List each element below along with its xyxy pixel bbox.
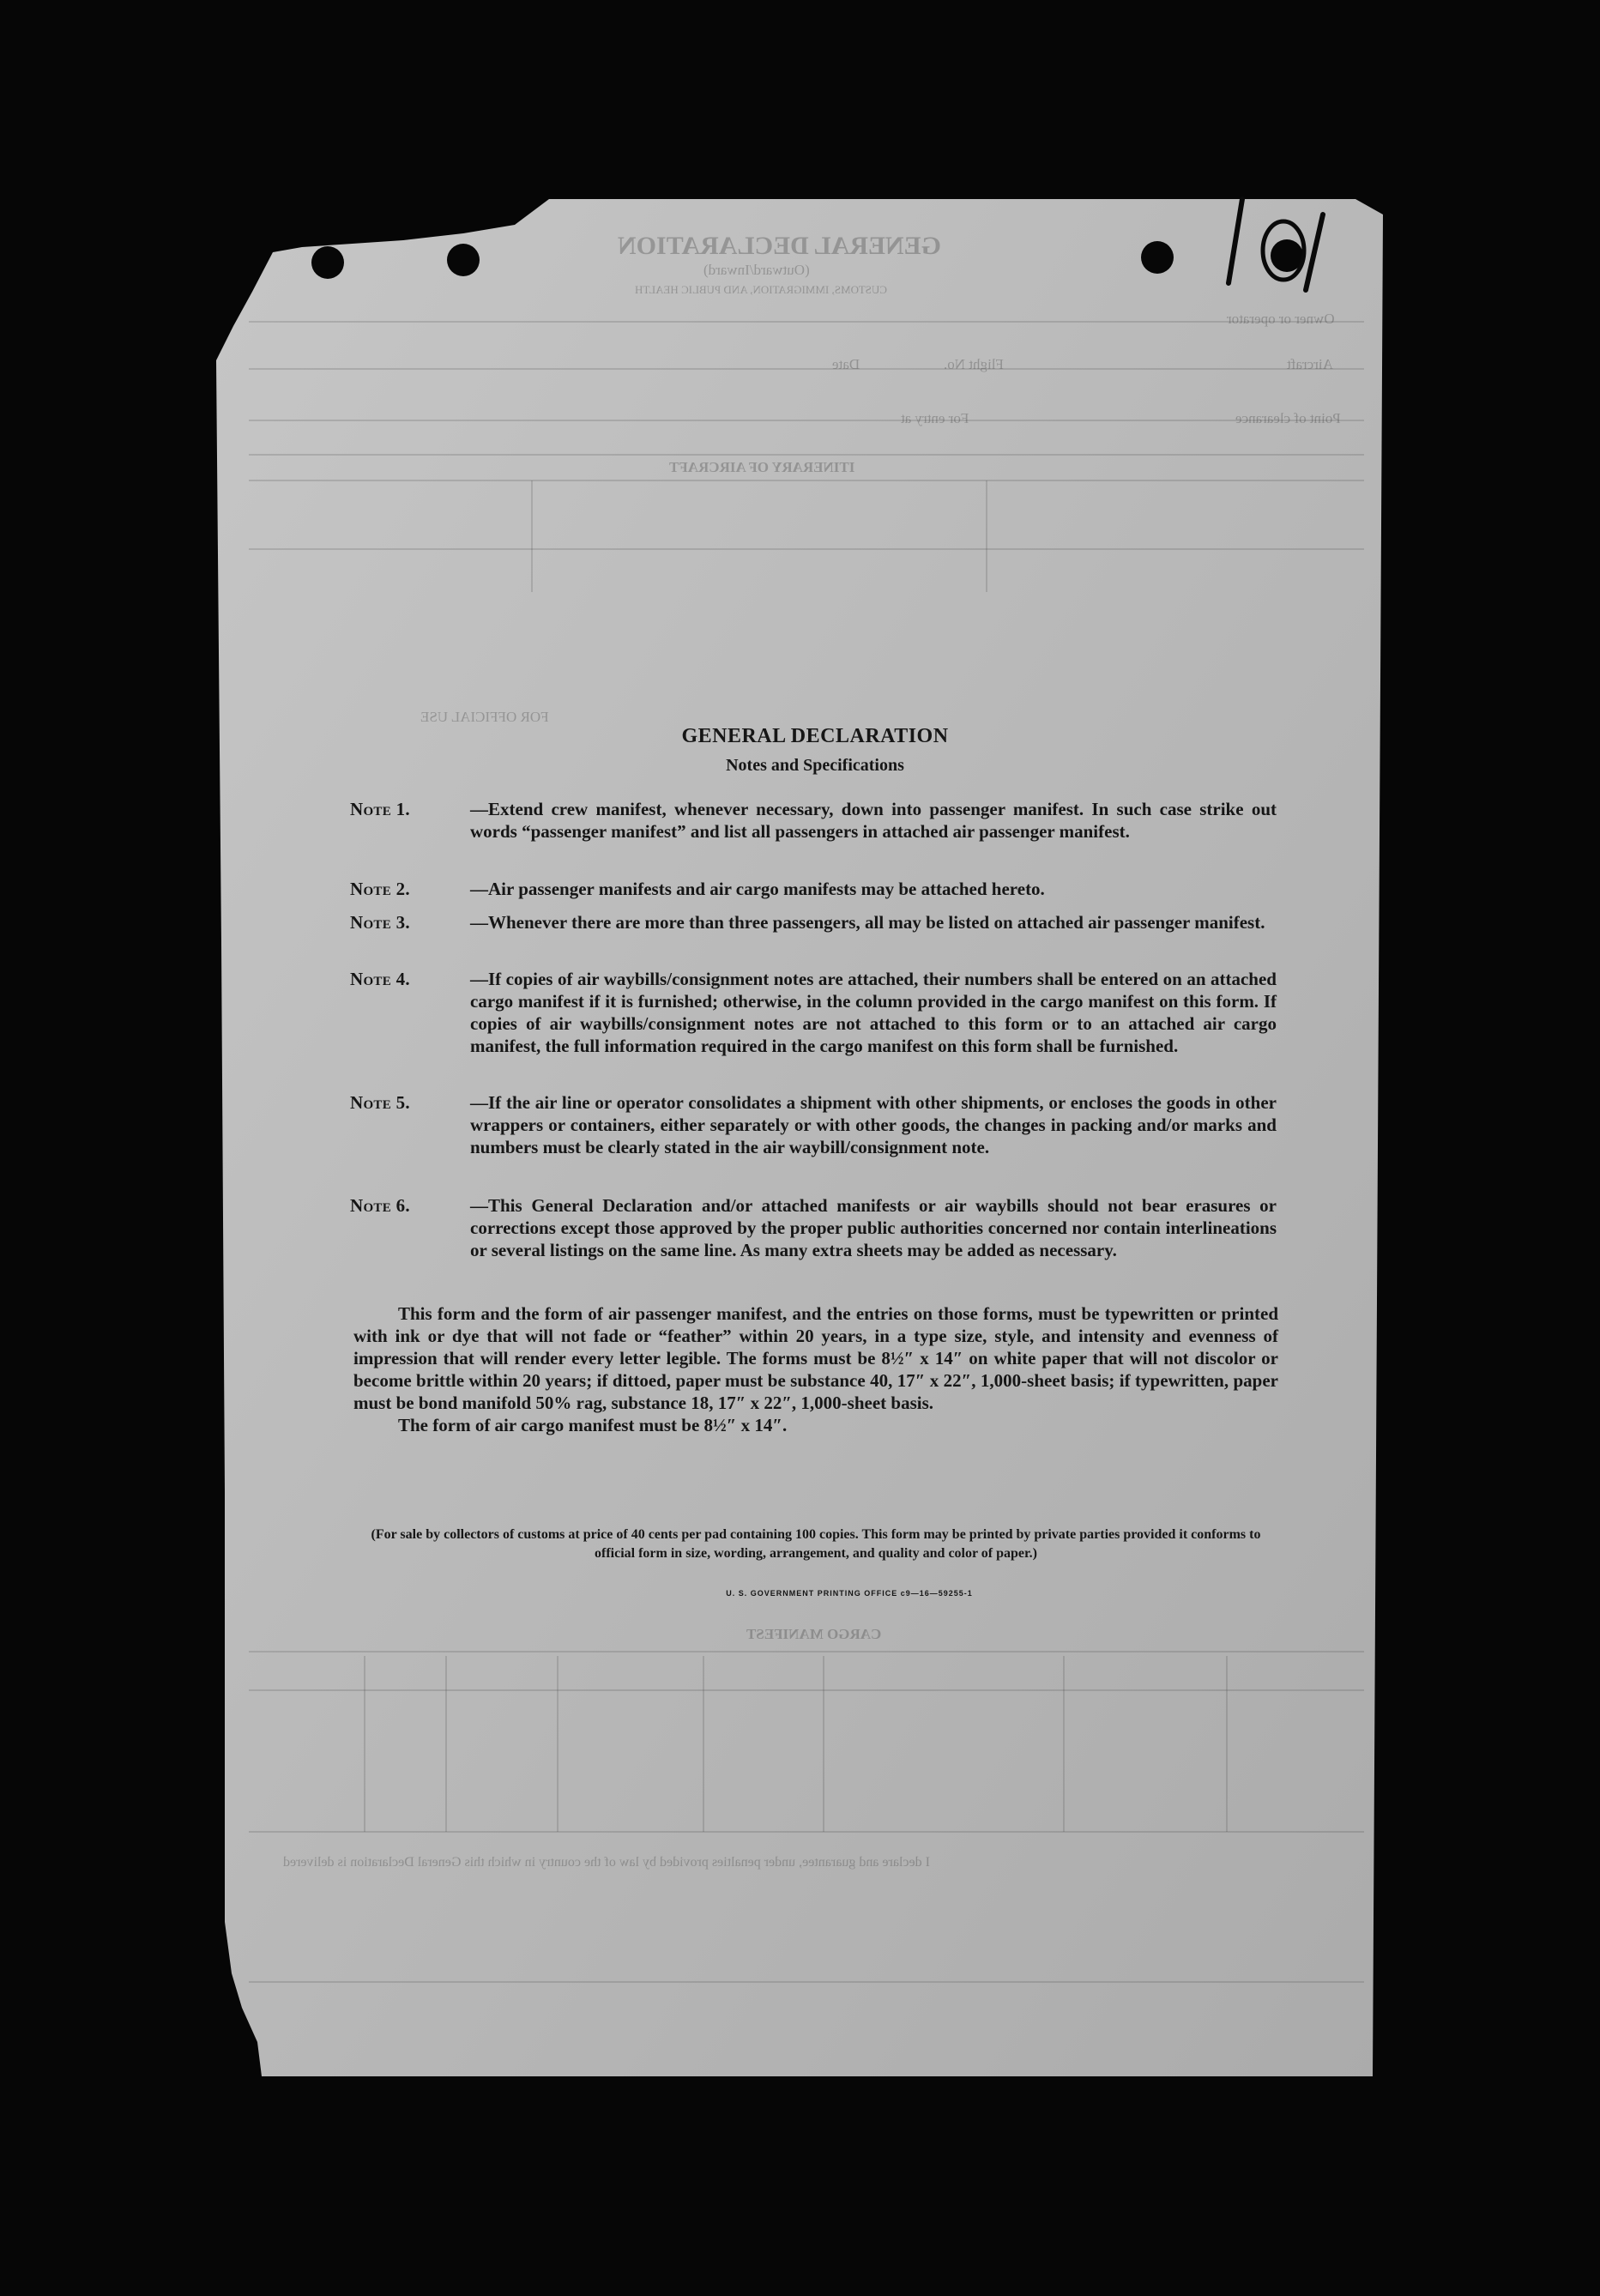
bleed-through-header: GENERAL DECLARATION [618,232,942,260]
form-subtitle: Notes and Specifications [726,756,904,775]
note-text: —Extend crew manifest, whenever necessary, down into passenger manifest. In such case strike out words “passenger manifest” and list all passengers in attached air passenger manifest. [470,799,1277,842]
bleed-through-cargo: CARGO MANIFEST [746,1626,882,1642]
note-label: Note 1. [350,799,410,819]
note-text: —If the air line or operator consolidates a shipment with other shipments, or encloses the goods in other wrappers or containers, either separately or with other goods, the changes in packing and/or marks and numbers must be clearly stated in the air waybill/consignment note. [470,1092,1277,1157]
bleed-through-date: Date [832,356,860,372]
sale-notice: (For sale by collectors of customs at price of 40 cents per pad containing 100 copies. This form may be printed by private parties provided it conforms to official form in size, wording, arrangement, and quality and color of paper.) [371,1527,1261,1561]
form-requirements-text: This form and the form of air passenger manifest, and the entries on those forms, must be typewritten or printed with ink or dye that will not fade or “feather” within 20 years, in a type size, style, and intensity and evenness of impression that will render every letter legible. The forms must be 8½″ x 14″ on white paper that will not discolor or become brittle within 20 years; if dittoed, paper must be substance 40, 17″ x 22″, 1,000-sheet basis; if typewritten, paper must be bond manifold 50% rag, substance 18, 17″ x 22″, 1,000-sheet basis. [353,1303,1278,1413]
note-2 [350,878,1277,900]
note-label: Note 2. [350,879,410,899]
bleed-through-sub1: (Outward/Inward) [703,262,810,278]
bleed-through-declaration: I declare and guarantee, under penalties provided by law of the country in which this General Declaration is delivered [283,1855,930,1870]
note-text: —Air passenger manifests and air cargo manifests may be attached hereto. [470,879,1045,899]
bleed-through-itinerary: ITINERARY OF AIRCRAFT [669,459,855,475]
note-label: Note 6. [350,1195,410,1216]
note-text: —If copies of air waybills/consignment notes are attached, their numbers shall be entered on an attached cargo manifest if it is furnished; otherwise, in the column provided in the cargo manifest on this form. If copies of air waybills/consignment notes are not attached to this form or to an attached air cargo manifest, the full information required in the cargo manifest on this form shall be furnished. [470,969,1277,1056]
note-text: —Whenever there are more than three passengers, all may be listed on attached air passenger manifest. [470,912,1265,933]
cargo-size-text: The form of air cargo manifest must be 8½″ x 14″. [398,1415,788,1435]
bleed-through-clearance: Point of clearance [1235,410,1341,426]
bleed-through-arrival: For entry at [901,410,969,426]
note-5 [350,1091,1277,1158]
bleed-through-official-use: FOR OFFICIAL USE [420,709,549,725]
note-4 [350,968,1277,1057]
bleed-through-aircraft: Aircraft [1287,356,1333,372]
note-label: Note 3. [350,912,410,933]
bleed-through-owner: Owner or operator [1227,311,1335,327]
bleed-through-sub2: CUSTOMS, IMMIGRATION, AND PUBLIC HEALTH [635,283,887,296]
note-label: Note 5. [350,1092,410,1113]
printer-imprint: U. S. GOVERNMENT PRINTING OFFICE c9—16—59255-1 [726,1589,973,1598]
bleed-through-flight: Flight No. [944,356,1004,372]
note-text: —This General Declaration and/or attached manifests or air waybills should not bear erasures or corrections except those approved by the proper public authorities concerned nor contain interlineations or several listings on the same line. As many extra sheets may be added as necessary. [470,1195,1277,1260]
page-mark [1373,206,1374,207]
note-1 [350,798,1277,843]
note-label: Note 4. [350,969,410,989]
note-6 [350,1194,1277,1261]
form-requirements-paragraph [353,1302,1278,1436]
note-3 [350,911,1277,934]
form-title: GENERAL DECLARATION [681,725,949,747]
